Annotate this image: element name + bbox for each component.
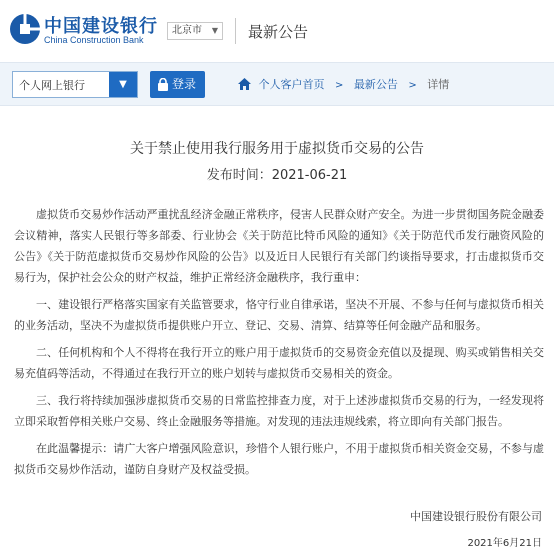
chevron-down-icon[interactable]: ▼	[109, 72, 137, 97]
publish-date: 发布时间：2021-06-21	[206, 168, 348, 183]
lock-icon	[157, 78, 169, 91]
article-paragraph: 虚拟货币交易炒作活动严重扰乱经济金融正常秩序，侵害人民群众财产安全。为进一步贯彻国务院金融委会议精神，落实人民银行等多部委、行业协会《关于防范比特币风险的通知》《关于防范代币发行融资风险的公告》《关于防范虚拟货币交易炒作风险的公告》以及近日人民银行有关部门约谈指导要求，打击虚拟货币交易行为，保护社会公众的财产权益，维护正常经济金融秩序，我行重申：	[14, 208, 544, 284]
article-paragraph: 二、任何机构和个人不得将在我行开立的账户用于虚拟货币的交易资金充值以及提现、购买或销售相关交易充值码等活动，不得通过在我行开立的账户划转与虚拟货币交易相关的资金。	[14, 346, 544, 380]
city-select-value: 北京市	[172, 25, 202, 36]
breadcrumb-separator-icon: >	[408, 80, 417, 91]
brand-name-en: China Construction Bank	[44, 35, 144, 45]
article-body	[0, 204, 554, 486]
chevron-down-icon: ▼	[211, 26, 218, 35]
home-icon	[238, 78, 251, 90]
login-button-label: 登录	[172, 77, 197, 91]
site-header	[0, 0, 554, 62]
section-title: 最新公告	[248, 23, 309, 41]
login-type-value: 个人网上银行	[19, 79, 85, 92]
ccb-logo-icon	[9, 13, 41, 45]
city-select[interactable]	[167, 22, 223, 40]
nav-bar	[0, 62, 554, 106]
breadcrumb-home-link[interactable]: 个人客户首页	[258, 78, 325, 91]
breadcrumb-separator-icon: >	[335, 80, 344, 91]
signature-date: 2021年6月21日	[467, 538, 542, 549]
article-paragraph: 三、我行将持续加强涉虚拟货币交易的日常监控排查力度，对于上述涉虚拟货币交易的行为，一经发现将立即采取暂停相关账户交易、终止金融服务等措施。对发现的违法违规线索，将立即向有关部门报告。	[14, 394, 544, 428]
article-title: 关于禁止使用我行服务用于虚拟货币交易的公告	[130, 141, 424, 157]
breadcrumb	[238, 76, 449, 92]
header-divider	[235, 18, 236, 44]
login-type-select[interactable]	[12, 71, 138, 98]
brand-name-cn: 中国建设银行	[44, 16, 158, 37]
breadcrumb-announcements-link[interactable]: 最新公告	[353, 78, 398, 91]
breadcrumb-current: 详情	[427, 78, 450, 91]
article-paragraph: 一、建设银行严格落实国家有关监管要求，恪守行业自律承诺，坚决不开展、不参与任何与虚拟货币相关的业务活动，坚决不为虚拟货币提供账户开立、登记、交易、清算、结算等任何金融产品和服务。	[14, 298, 544, 332]
login-button[interactable]	[150, 71, 205, 98]
signature: 中国建设银行股份有限公司	[410, 510, 542, 523]
article-paragraph: 在此温馨提示：请广大客户增强风险意识，珍惜个人银行账户，不用于虚拟货币相关资金交易，不参与虚拟货币交易炒作活动，谨防自身财产及权益受损。	[14, 442, 544, 476]
